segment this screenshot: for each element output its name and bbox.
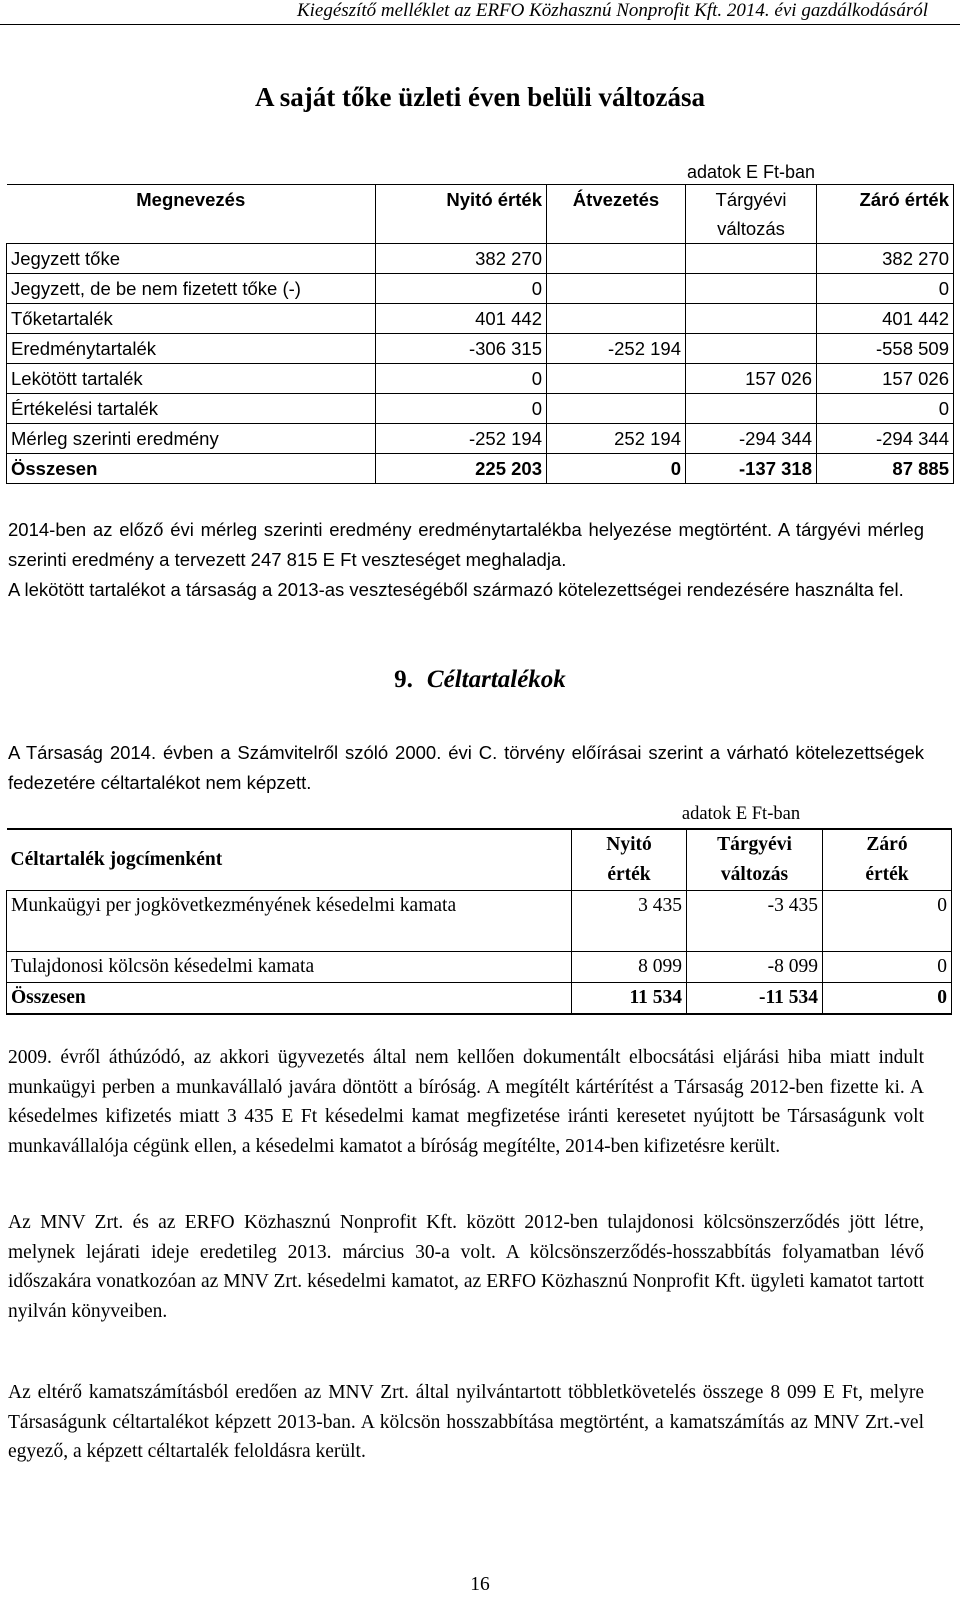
row-change <box>686 244 817 274</box>
equity-table <box>6 184 954 484</box>
row-name: Lekötött tartalék <box>7 364 376 394</box>
table-row <box>7 891 952 952</box>
col-provision-opening-line2: érték <box>607 864 651 885</box>
provision-row-opening: 3 435 <box>572 891 687 952</box>
table-row <box>7 244 954 274</box>
row-closing: 382 270 <box>817 244 954 274</box>
total-row <box>7 454 954 484</box>
row-transfer <box>547 394 686 424</box>
paragraph-interest-difference: Az eltérő kamatszámításból eredően az MNV Zrt. által nyilvántartott többletkövetelés összege 8 099 E Ft, melyre Társaságunk céltartalékot képzett 2013-ban. A kölcsön hosszabbítása megtörtént, a kamatszámítás az MNV Zrt.-vel egyező, a képzett céltartalék feloldásra került. <box>8 1382 924 1462</box>
provisions-header-row <box>7 829 952 891</box>
provision-row-name: Tulajdonosi kölcsön késedelmi kamata <box>7 952 572 983</box>
col-provision-closing-line1: Záró <box>866 834 908 855</box>
provision-total-name: Összesen <box>7 983 572 1015</box>
table-row <box>7 394 954 424</box>
col-provision-change <box>687 829 823 891</box>
row-opening: 401 442 <box>376 304 547 334</box>
row-opening: -306 315 <box>376 334 547 364</box>
row-name: Mérleg szerinti eredmény <box>7 424 376 454</box>
paragraph-labour-case: 2009. évről áthúzódó, az akkori ügyvezetés által nem kellően dokumentált elbocsátási eljárási hiba miatt indult munkaügyi perben a munkavállaló javára döntött a bíróság. A megítélt kártérítést a Társaság 2012-ben fizette ki. A késedelmes kifizetés miatt 3 435 E Ft késedelmi kamat megfizetése iránti keresetet nyújtott be Társaságunk volt munkavállalója cégünk ellen, a késedelmi kamatot a bíróság megítélte, 2014-ben kifizetésre került. <box>8 1047 924 1157</box>
col-change-line1: Tárgyévi <box>715 189 787 210</box>
provision-total-change: -11 534 <box>687 983 823 1015</box>
section-heading <box>0 664 960 696</box>
section-title-text: Céltartalékok <box>426 666 566 693</box>
col-opening: Nyitó érték <box>376 185 547 244</box>
row-closing: 0 <box>817 394 954 424</box>
col-provision-closing <box>823 829 952 891</box>
row-name: Jegyzett, de be nem fizetett tőke (-) <box>7 274 376 304</box>
provisions-unit-note: adatok E Ft-ban <box>681 804 801 824</box>
row-opening: 0 <box>376 274 547 304</box>
col-change <box>686 185 817 244</box>
page-number: 16 <box>470 1574 490 1595</box>
row-change <box>686 334 817 364</box>
provision-row-closing: 0 <box>823 891 952 952</box>
col-provision-opening <box>572 829 687 891</box>
row-closing: -558 509 <box>817 334 954 364</box>
equity-header-row <box>7 185 954 244</box>
provision-total-closing: 0 <box>823 983 952 1015</box>
equity-unit-note: adatok E Ft-ban <box>686 162 816 182</box>
table-row <box>7 424 954 454</box>
running-header <box>0 0 960 32</box>
running-header-text: Kiegészítő melléklet az ERFO Közhasznú Nonprofit Kft. 2014. évi gazdálkodásáról <box>296 0 928 21</box>
row-change: 157 026 <box>686 364 817 394</box>
table-row <box>7 334 954 364</box>
provision-row-change: -3 435 <box>687 891 823 952</box>
total-change: -137 318 <box>686 454 817 484</box>
table-row <box>7 364 954 394</box>
section-intro: A Társaság 2014. évben a Számvitelről szóló 2000. évi C. törvény előírásai szerint a várható kötelezettségek fedezetére céltartalékot nem képzett. <box>8 742 924 793</box>
col-provision-change-line1: Tárgyévi <box>717 834 792 855</box>
provisions-table <box>6 828 952 1015</box>
row-name: Jegyzett tőke <box>7 244 376 274</box>
row-transfer <box>547 304 686 334</box>
col-transfer: Átvezetés <box>547 185 686 244</box>
provision-row-closing: 0 <box>823 952 952 983</box>
table-row <box>7 952 952 983</box>
col-closing: Záró érték <box>817 185 954 244</box>
provision-total-opening: 11 534 <box>572 983 687 1015</box>
row-name: Tőketartalék <box>7 304 376 334</box>
col-provision-opening-line1: Nyitó <box>606 834 652 855</box>
row-change <box>686 394 817 424</box>
table-row <box>7 274 954 304</box>
row-closing: -294 344 <box>817 424 954 454</box>
col-name: Megnevezés <box>7 185 376 244</box>
row-opening: 382 270 <box>376 244 547 274</box>
provision-row-change: -8 099 <box>687 952 823 983</box>
row-closing: 0 <box>817 274 954 304</box>
col-provision-name: Céltartalék jogcímenként <box>7 829 572 891</box>
row-transfer <box>547 274 686 304</box>
row-closing: 401 442 <box>817 304 954 334</box>
col-provision-change-line2: változás <box>720 864 789 885</box>
section-number: 9. <box>394 666 413 693</box>
equity-title: A saját tőke üzleti éven belüli változása <box>255 82 705 112</box>
total-opening: 225 203 <box>376 454 547 484</box>
row-closing: 157 026 <box>817 364 954 394</box>
provision-row-opening: 8 099 <box>572 952 687 983</box>
col-provision-closing-line2: érték <box>865 864 909 885</box>
row-transfer <box>547 364 686 394</box>
equity-note-2: A lekötött tartalékot a társaság a 2013-as veszteségéből származó kötelezettségei rendezésére használta fel. <box>8 579 904 600</box>
header-rule <box>0 24 960 25</box>
col-change-line2: változás <box>717 218 785 239</box>
row-opening: 0 <box>376 394 547 424</box>
row-transfer: -252 194 <box>547 334 686 364</box>
row-name: Értékelési tartalék <box>7 394 376 424</box>
provision-total-row <box>7 983 952 1015</box>
paragraph-loan-agreement: Az MNV Zrt. és az ERFO Közhasznú Nonprofit Kft. között 2012-ben tulajdonosi kölcsönszerződés jött létre, melynek lejárati ideje eredetileg 2013. március 30-a volt. A kölcsönszerződés-hosszabbítás folyamatban lévő időszakára vonatkozóan az MNV Zrt. késedelmi kamatot, az ERFO Közhasznú Nonprofit Kft. ügyleti kamatot tartott nyilván könyveiben. <box>8 1212 924 1322</box>
total-name: Összesen <box>7 454 376 484</box>
provision-row-name: Munkaügyi per jogkövetkezményének késedelmi kamata <box>7 891 572 952</box>
row-change: -294 344 <box>686 424 817 454</box>
row-transfer: 252 194 <box>547 424 686 454</box>
total-closing: 87 885 <box>817 454 954 484</box>
row-opening: 0 <box>376 364 547 394</box>
equity-note-1: 2014-ben az előző évi mérleg szerinti eredmény eredménytartalékba helyezése megtörtént. A tárgyévi mérleg szerinti eredmény a tervezett 247 815 E Ft veszteséget meghaladja. <box>8 519 924 570</box>
row-opening: -252 194 <box>376 424 547 454</box>
row-change <box>686 274 817 304</box>
row-transfer <box>547 244 686 274</box>
total-transfer: 0 <box>547 454 686 484</box>
row-name: Eredménytartalék <box>7 334 376 364</box>
table-row <box>7 304 954 334</box>
row-change <box>686 304 817 334</box>
